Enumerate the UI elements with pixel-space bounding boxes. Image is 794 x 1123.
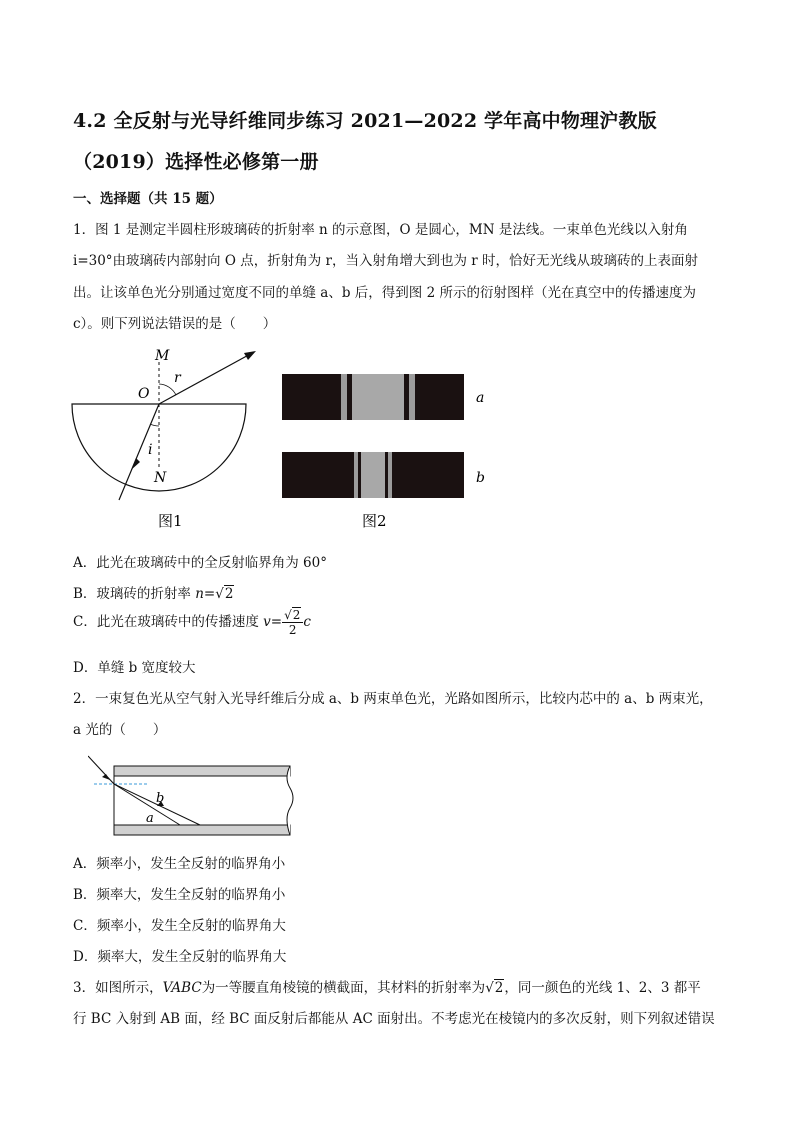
pattern-a-fringe: [409, 374, 415, 420]
q2-option-b[interactable]: B．频率大，发生全反射的临界角小: [73, 887, 286, 903]
q3-text-a: 3．如图所示，: [73, 980, 163, 996]
pattern-a-fringe: [341, 374, 347, 420]
incident-ray: [119, 404, 159, 500]
pattern-b-central: [361, 452, 385, 498]
label-N: N: [154, 470, 167, 486]
pattern-b-fringe: [388, 452, 392, 498]
cladding-bottom: [114, 825, 290, 835]
sqrt-symbol: √2: [485, 980, 504, 996]
fiber-broken-end: [287, 766, 293, 835]
doc-title-line2: （2019）选择性必修第一册: [73, 151, 319, 173]
q1-line4: c）。则下列说法错误的是（ ）: [73, 316, 277, 332]
q3-text-c: ，同一颜色的光线 1、2、3 都平: [504, 980, 701, 996]
q1-option-b[interactable]: [73, 582, 234, 602]
q3-line1: [73, 976, 701, 996]
sqrt-radicand: 2: [292, 608, 301, 622]
fraction-numerator: √2: [282, 608, 303, 623]
option-b-var: n: [195, 586, 204, 602]
section-header: 一、选择题（共 15 题）: [73, 191, 223, 207]
q2-line1: 2．一束复色光从空气射入光导纤维后分成 a、b 两束单色光，光路如图所示，比较内芯中的 a、b 两束光，: [73, 691, 713, 707]
pattern-b-fringe: [354, 452, 358, 498]
cladding-top: [114, 766, 290, 776]
option-c-speed: c: [303, 614, 311, 630]
incident-arrow-icon: [131, 458, 140, 470]
q3-triangle: VABC: [162, 980, 202, 996]
label-b: b: [476, 470, 485, 486]
refracted-arrow-icon: [244, 351, 256, 360]
label-r: r: [174, 370, 181, 386]
figure-1-semicircle: [66, 340, 266, 530]
option-c-var: v: [263, 614, 271, 630]
label-a: a: [146, 811, 154, 826]
q2-line2: a 光的（ ）: [73, 722, 167, 738]
sqrt-radicand: 2: [494, 980, 504, 996]
sqrt-symbol: √2: [215, 586, 234, 602]
figure-2-diffraction: [280, 368, 500, 530]
figure-1-caption: 图1: [158, 512, 183, 530]
q1-line1: 1．图 1 是测定半圆柱形玻璃砖的折射率 n 的示意图，O 是圆心，MN 是法线。一束单色光线以入射角: [73, 222, 688, 238]
q2-option-d[interactable]: D．频率大，发生全反射的临界角大: [73, 949, 287, 965]
doc-title-line1: 4.2 全反射与光导纤维同步练习 2021—2022 学年高中物理沪教版: [73, 110, 657, 132]
option-b-eq: =: [203, 586, 216, 602]
label-b: b: [156, 791, 165, 806]
q3-line2: 行 BC 入射到 AB 面，经 BC 面反射后都能从 AC 面射出。不考虑光在棱镜内的多次反射，则下列叙述错误: [73, 1011, 715, 1027]
figure-2-caption: 图2: [362, 512, 387, 530]
q3-text-b: 为一等腰直角棱镜的横截面，其材料的折射率为: [201, 980, 486, 996]
figure-optical-fiber: [88, 746, 300, 840]
label-O: O: [138, 386, 150, 402]
fraction-denominator: 2: [288, 623, 297, 637]
incident-ray: [88, 756, 114, 784]
angle-i-arc: [150, 424, 159, 426]
option-b-text: B．玻璃砖的折射率: [73, 586, 196, 602]
q1-line3: 出。让该单色光分别通过宽度不同的单缝 a、b 后，得到图 2 所示的衍射图样（光在真空中的传播速度为: [73, 285, 696, 301]
q1-option-a[interactable]: A．此光在玻璃砖中的全反射临界角为 60°: [73, 555, 327, 571]
label-M: M: [155, 348, 170, 364]
q2-option-c[interactable]: C．频率小，发生全反射的临界角大: [73, 918, 286, 934]
q1-option-c[interactable]: [73, 608, 311, 637]
q2-option-a[interactable]: A．频率小，发生全反射的临界角小: [73, 856, 286, 872]
incident-arrow-icon: [102, 774, 110, 780]
sqrt-radicand: 2: [224, 586, 234, 602]
pattern-a-central: [352, 374, 404, 420]
option-c-eq: =: [270, 614, 283, 630]
q1-option-d[interactable]: D．单缝 b 宽度较大: [73, 660, 196, 676]
fraction: [282, 608, 303, 637]
label-i: i: [148, 442, 153, 458]
q1-line2: i=30°由玻璃砖内部射向 O 点，折射角为 r，当入射角增大到也为 r 时，恰好无光线从玻璃砖的上表面射: [73, 253, 698, 269]
label-a: a: [476, 390, 485, 406]
option-c-text: C．此光在玻璃砖中的传播速度: [73, 614, 264, 630]
